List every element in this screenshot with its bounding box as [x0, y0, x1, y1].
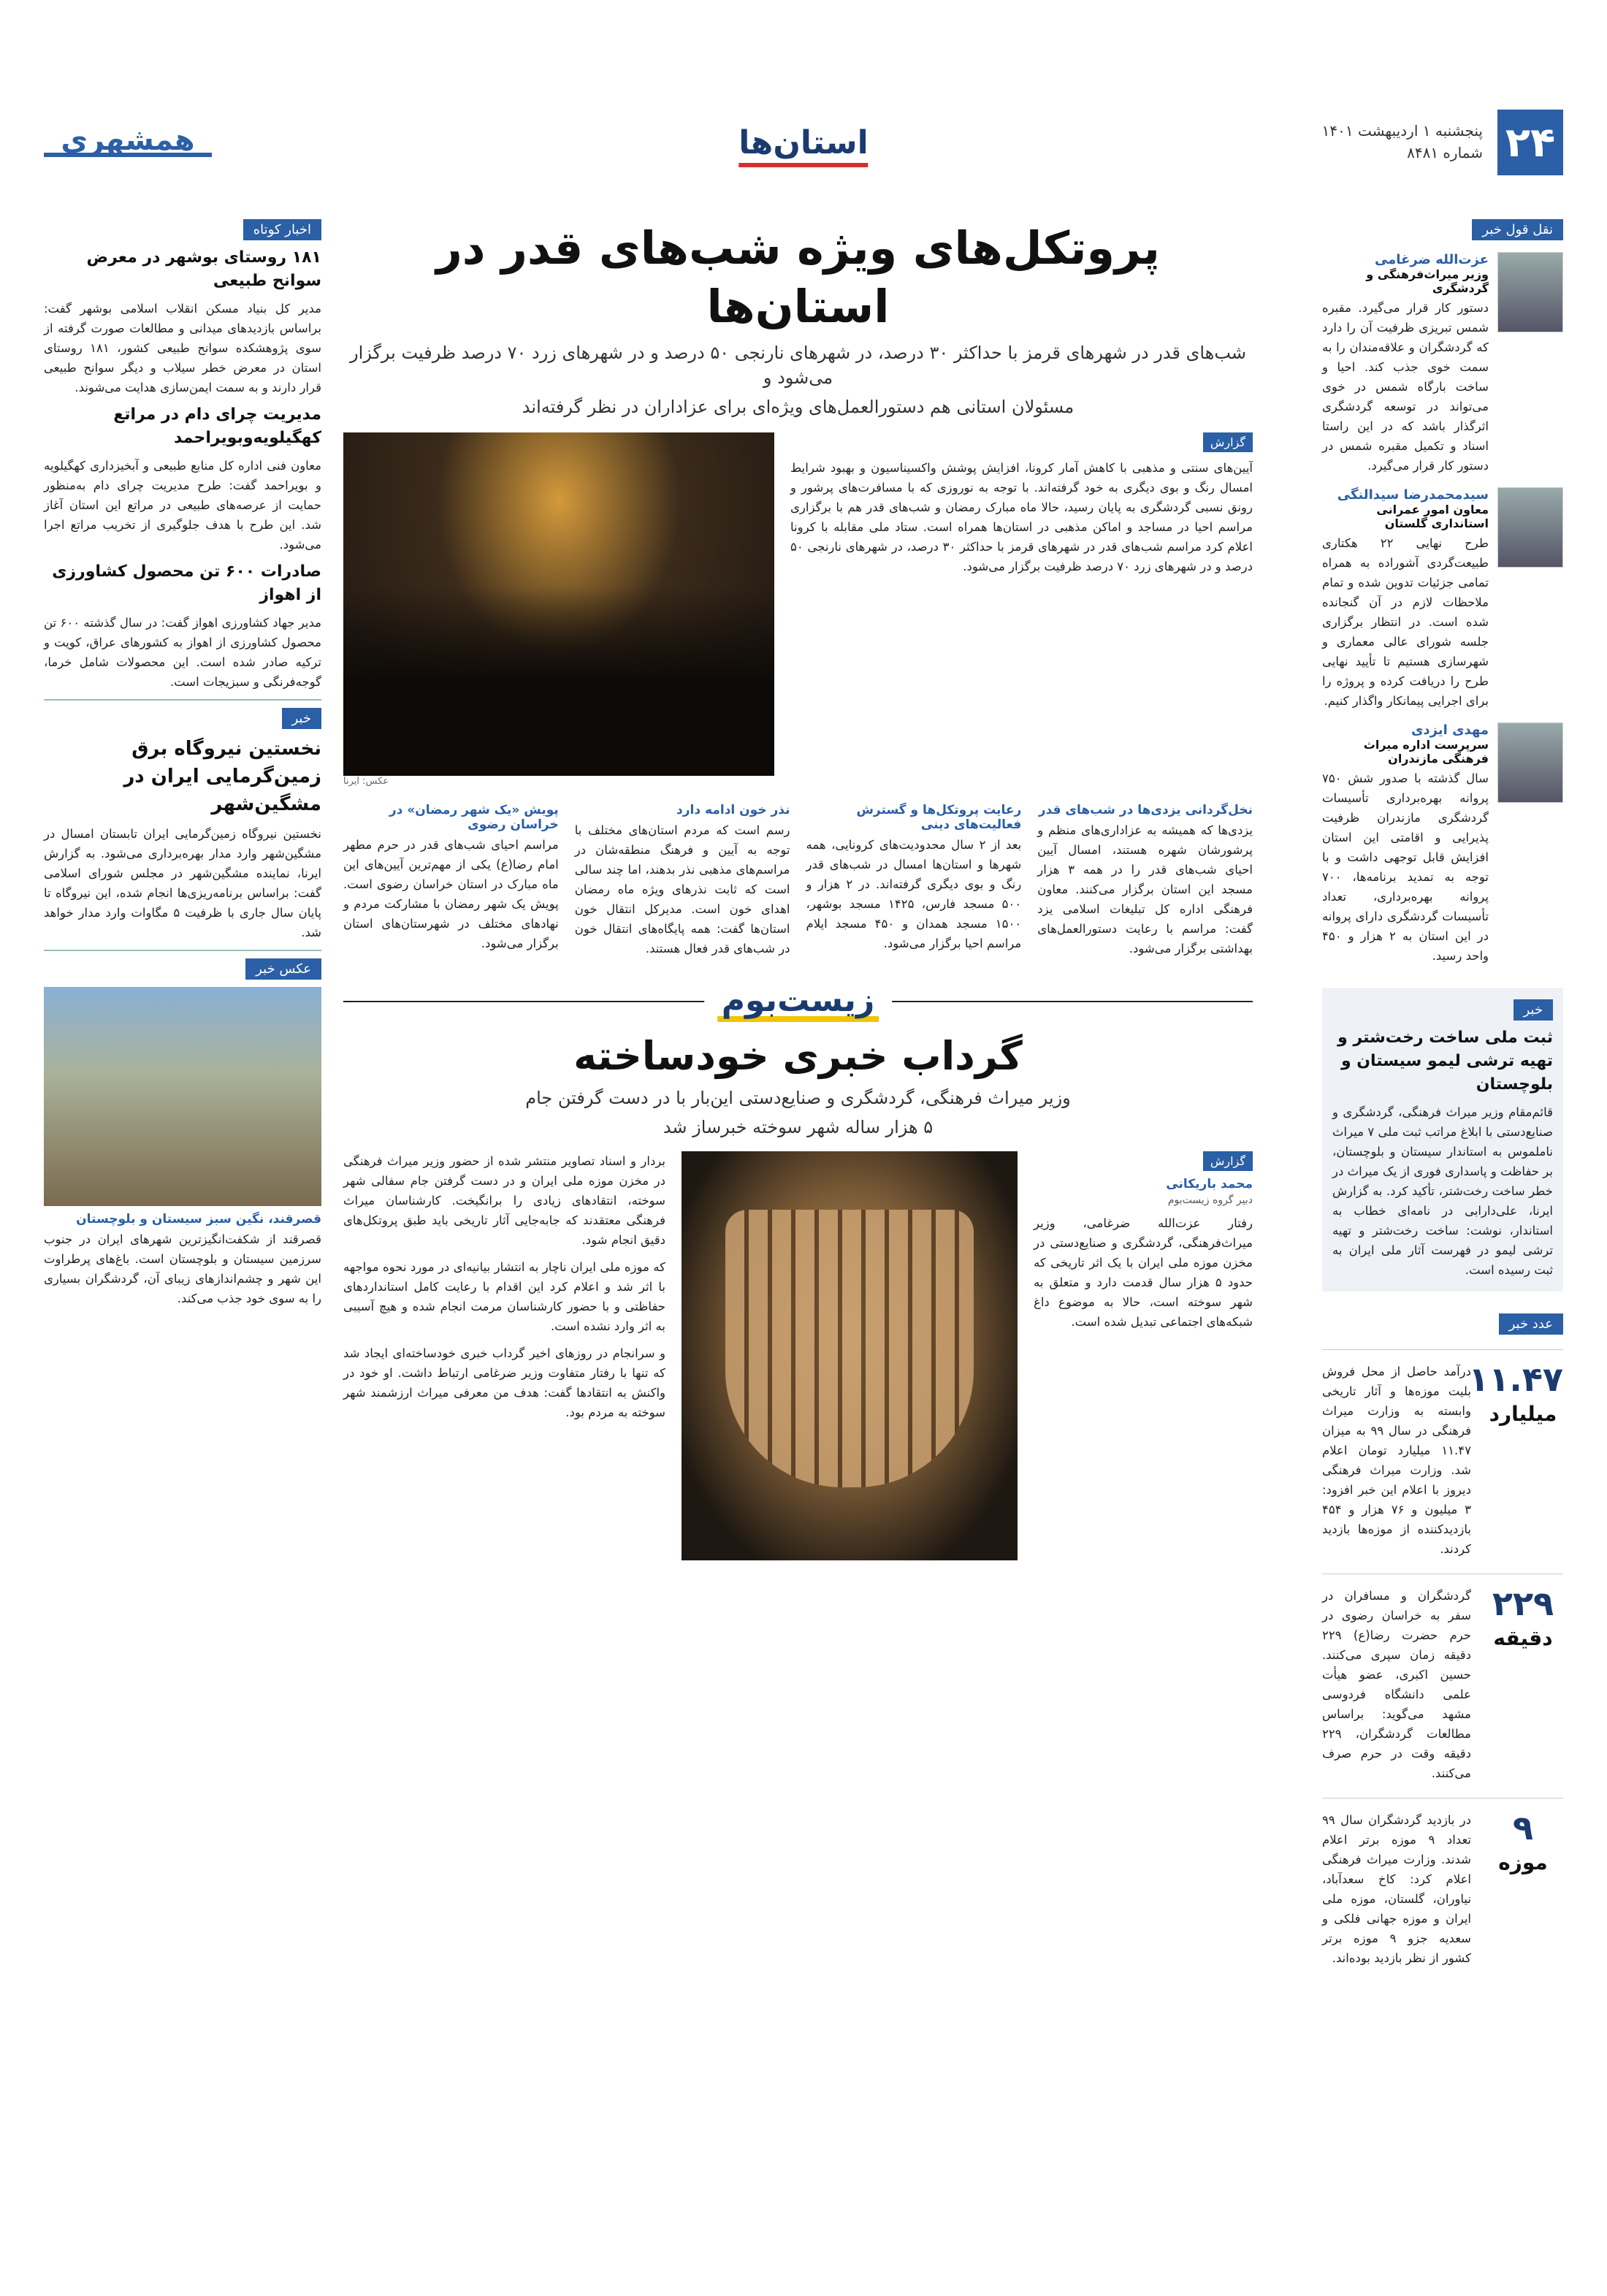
subsection	[806, 797, 1022, 958]
main-subheadline-2: مسئولان استانی هم دستورالعمل‌های ویژه‌ای برای عزاداران در نظر گرفته‌اند	[522, 397, 1074, 417]
left-news-text: نخستین نیروگاه زمین‌گرمایی ایران تابستان امسال در مشگین‌شهر وارد مدار بهره‌برداری می‌شود. به گزارش ایرنا، نماینده مشگین‌شهر در مجلس شورای اسلامی گفت: براساس برنامه‌ریزی‌ها انجام شده، این نیروگاه تا پایان سال جاری با ظرفیت ۵ مگاوات وارد مدار خواهد شد.	[44, 827, 321, 939]
qasr-qand-photo	[44, 987, 321, 1206]
zist-sub-1: وزیر میراث فرهنگی، گردشگری و صنایع‌دستی این‌بار با در دست گرفتن جام	[525, 1088, 1071, 1108]
stat-value: ۱۱.۴۷	[1468, 1359, 1563, 1399]
stat-row	[1322, 1798, 1563, 1968]
quote-item	[1322, 722, 1563, 966]
subsection-title: نخل‌گردانی یزدی‌ها در شب‌های قدر	[1038, 803, 1253, 817]
brief-text: معاون فنی اداره کل منابع طبیعی و آبخیزداری کهگیلویه و بویراحمد گفت: طرح مدیریت چرای دام به‌منظور حمایت از عرصه‌های طبیعی در مراتع این استان آغاز شد. این طرح با هدف جلوگیری از تخریب مراتع اجرا می‌شود.	[44, 459, 321, 552]
quote-role: وزیر میراث‌فرهنگی و گردشگری	[1366, 267, 1489, 295]
stat-unit: دقیقه	[1493, 1626, 1553, 1650]
photo-caption: قصرقند، نگین سبز سیستان و بلوچستان	[76, 1212, 321, 1227]
stats-tag: عدد خبر	[1499, 1313, 1563, 1335]
brief-text: مدیر کل بنیاد مسکن انقلاب اسلامی بوشهر گفت: براساس بازدیدهای میدانی و مطالعات صورت گرفته از سوی پژوهشکده سوانح طبیعی کشور، ۱۸۱ روستای استان در معرض خطر سیلاب و دیگر سوانح طبیعی قرار دارند و به سمت ایمن‌سازی هدایت می‌شوند.	[44, 302, 321, 394]
brief-item	[44, 560, 321, 692]
quote-name: عزت‌الله ضرغامی	[1374, 252, 1489, 267]
zist-paragraph-3: که موزه ملی ایران ناچار به انتشار بیانیه‌ای در مورد نحوه مواجهه با اثر شد و اعلام کرد این اقدام با رعایت کامل استانداردهای حفاظتی و با حضور کارشناسان مرمت انجام شده و هیچ آسیبی به اثر وارد نشده است.	[343, 1260, 665, 1333]
zist-text-block	[343, 1151, 665, 1560]
lead-text-block	[790, 419, 1253, 787]
main-column	[343, 219, 1253, 1560]
zist-author-block	[1034, 1151, 1253, 1560]
brand-logo-text: همشهری	[61, 123, 195, 157]
zist-paragraph-1: رفتار عزت‌الله ضرغامی، وزیر میراث‌فرهنگی، گردشگری و صنایع‌دستی در مخزن موزه ملی ایران با یک اثر تاریخی که حدود ۵ هزار سال قدمت دارد و متعلق به شهر سوخته است، حالا به موضوع داغ شبکه‌های اجتماعی تبدیل شده است.	[1034, 1216, 1253, 1329]
report-tag: گزارش	[1203, 432, 1253, 452]
subsection-title: نذر خون ادامه دارد	[676, 803, 790, 817]
stat-number	[1483, 1810, 1563, 1968]
masthead	[44, 110, 1563, 175]
right-news-box	[1322, 988, 1563, 1292]
brief-title: صادرات ۶۰۰ تن محصول کشاورزی از اهواز	[52, 562, 321, 604]
left-news-tag: خبر	[282, 708, 322, 729]
zist-banner	[343, 979, 1253, 1023]
brief-title: مدیریت چرای دام در مراتع کهگیلویه‌وبویراحمد	[113, 405, 321, 447]
photo-credit: عکس: ایرنا	[343, 776, 389, 787]
stat-unit: میلیارد	[1489, 1402, 1557, 1426]
stat-unit: موزه	[1498, 1850, 1548, 1874]
zist-report-tag: گزارش	[1203, 1151, 1253, 1171]
stat-number	[1468, 1359, 1563, 1559]
quotes-tag: نقل قول خبر	[1472, 219, 1563, 240]
subsections-grid	[343, 797, 1253, 958]
left-divider	[44, 699, 321, 701]
quote-item	[1322, 252, 1563, 476]
brief-item	[44, 403, 321, 554]
main-headline: پروتکل‌های ویژه شب‌های قدر در استان‌ها	[436, 221, 1160, 333]
briefs-list	[44, 246, 321, 692]
subsection-text: رسم است که مردم استان‌های مختلف با توجه به آیین و فرهنگ منطقه‌شان در مراسم‌های مذهبی نذر بدهند، اما چند سالی است که ثابت نذرهای ویژه ماه رمضان اهدای خون است. مدیرکل انتقال خون استان‌ها گفت: همه پایگاه‌های انتقال خون در شب‌های قدر فعال هستند.	[574, 823, 790, 956]
quote-name: سیدمحمدرضا سیدالنگی	[1337, 487, 1489, 503]
date-line: پنجشنبه ۱ اردیبهشت ۱۴۰۱	[1321, 122, 1483, 140]
quote-content	[1322, 722, 1489, 966]
zist-sub-2: ۵ هزار ساله شهر سوخته خبرساز شد	[663, 1117, 934, 1137]
zist-headline: گرداب خبری خودساخته	[573, 1033, 1023, 1079]
quote-text: سال گذشته با صدور شش ۷۵۰ پروانه بهره‌برداری تأسیسات گردشگری مازندران ظرفیت پذیرایی و اقامتی این استان افزایش قابل توجهی داشت و با توجه به تمدید برنامه‌ها، ۷۰۰ پروانه بهره‌برداری، تعداد تأسیسات گردشگری دارای پروانه در این استان به ۲ هزار و ۴۵۰ واحد رسید.	[1322, 771, 1489, 963]
left-divider-2	[44, 950, 321, 951]
stat-text: در بازدید گردشگران سال ۹۹ تعداد ۹ موزه برتر اعلام شدند. وزارت میراث فرهنگی اعلام کرد: کاخ سعدآباد، نیاوران، گلستان، موزه ملی ایران و موزه جهانی فلکی و سعدیه جزو ۹ موزه برتر کشور از نظر بازدید بوده‌اند.	[1322, 1813, 1472, 1965]
main-subheadline-1: شب‌های قدر در شهرهای قرمز با حداکثر ۳۰ درصد، در شهرهای نارنجی ۵۰ درصد و در شهرهای زرد ۷۰ درصد ظرفیت برگزار می‌شود و	[349, 343, 1247, 388]
briefs-tag: اخبار کوتاه	[243, 219, 321, 240]
quote-portrait	[1497, 722, 1563, 803]
lead-photo-wrap	[343, 419, 774, 787]
stat-row	[1322, 1349, 1563, 1559]
brand-logo	[44, 115, 212, 171]
page-number: ۲۴	[1497, 110, 1563, 175]
quote-text: دستور کار قرار می‌گیرد. مقبره شمس تبریزی ظرفیت آن را دارد که گردشگران و علاقه‌مندان را به سمت خوی جذب کند. احیا و ساخت بارگاه شمس در خوی می‌تواند در توسعه گردشگری اثرگذار باشد که در این راستا اسناد و تکمیل مقبره شمس در دستور کار قرار می‌گیرد.	[1322, 301, 1489, 473]
quote-name: مهدی ایزدی	[1411, 722, 1489, 738]
quote-item	[1322, 487, 1563, 711]
right-column	[1322, 219, 1563, 1968]
zist-banner-label: زیست‌بوم	[704, 982, 893, 1019]
stat-value: ۲۲۹	[1492, 1584, 1554, 1623]
quote-portrait	[1497, 487, 1563, 568]
quote-content	[1322, 252, 1489, 476]
shahr-sookhte-bowl-photo	[682, 1151, 1018, 1560]
stat-row	[1322, 1574, 1563, 1783]
zist-paragraph-4: و سرانجام در روزهای اخیر گرداب خبری خودساخته‌ای ایجاد شد که تنها با رفتار متفاوت وزیر ضرغامی ارتباط داشت. او خود در واکنش به انتقادها گفت: هدف من معرفی میراث ارزشمند شهر سوخته به مردم بود.	[343, 1346, 665, 1419]
right-news-tag: خبر	[1514, 999, 1554, 1021]
quotes-list	[1322, 252, 1563, 966]
lead-text: آیین‌های سنتی و مذهبی با کاهش آمار کرونا، افزایش پوشش واکسیناسیون و بهبود شرایط امسال رنگ و بوی دیگری به خود گرفته‌اند. با توجه به نوروزی که با مسافرت‌های پرشور و رونق نسبی گردشگری به پایان رسید، حالا ماه مبارک رمضان و شب‌های قدر هم با برگزاری مراسم احیا در مساجد و اماکن مذهبی در استان‌ها همراه است. ستاد ملی مقابله با کرونا اعلام کرد مراسم شب‌های قدر در شهرهای قرمز با حداکثر ۳۰ درصد، در شهرهای نارنجی ۵۰ درصد و در شهرهای زرد ۷۰ درصد ظرفیت برگزار می‌شود.	[790, 461, 1253, 573]
stat-text: گردشگران و مسافران در سفر به خراسان رضوی در حرم حضرت رضا(ع) ۲۲۹ دقیقه زمان سپری می‌کنند. حسین اکبری، عضو هیأت علمی دانشگاه فردوسی مشهد می‌گوید: براساس مطالعات گردشگران، ۲۲۹ دقیقه وقت در حرم صرف می‌کنند.	[1322, 1589, 1471, 1780]
subsection-title: رعایت پروتکل‌ها و گسترش فعالیت‌های دینی	[856, 803, 1022, 832]
subsection	[575, 797, 790, 958]
stat-number	[1483, 1586, 1563, 1783]
right-news-text: قائم‌مقام وزیر میراث فرهنگی، گردشگری و صنایع‌دستی با ابلاغ مراتب ثبت ملی ۷ میراث ناملموس به استاندار سیستان و بلوچستان، بر حفاظت و پاسداری فوری از یک میراث در خطر ساخت رخت‌شتر، تأکید کرد. به گزارش ایرنا، علی‌دارابی در نامه‌ای خطاب به استاندار، نوشت: ساخت رخت‌شتر و تهیه ترشی لیمو در فهرست آثار ملی ایران به ثبت رسیده است.	[1332, 1105, 1553, 1277]
quote-portrait	[1497, 252, 1563, 332]
zist-paragraph-2: بردار و اسناد تصاویر منتشر شده از حضور وزیر میراث فرهنگی در مخزن موزه ملی ایران و در دست گرفتن جام سفالی شهر سوخته، انتقادهای زیادی را برانگیخت. کارشناسان میراث فرهنگی معتقدند که جابه‌جایی آثار تاریخی باید طبق پروتکل‌های دقیق انجام شود.	[343, 1154, 665, 1247]
brief-text: مدیر جهاد کشاورزی اهواز گفت: در سال گذشته ۶۰۰ تن محصول کشاورزی از اهواز به کشورهای عراق، کویت و ترکیه صادر شده است. این محصولات شامل خرما، گوجه‌فرنگی و سبزیجات است.	[44, 616, 321, 689]
zist-author: محمد باریکانی	[1166, 1177, 1253, 1191]
subsection-text: یزدی‌ها که همیشه به عزاداری‌های منظم و پرشورشان شهره هستند، امسال آیین احیای شب‌های قدر را در همه ۳ هزار مسجد این استان برگزار می‌کنند. معاون فرهنگی اداره کل تبلیغات اسلامی یزد گفت: مراسم با رعایت دستورالعمل‌های بهداشتی برگزار می‌شود.	[1037, 823, 1253, 956]
quote-content	[1322, 487, 1489, 711]
left-news-headline: نخستین نیروگاه برق زمین‌گرمایی ایران در مشگین‌شهر	[123, 738, 321, 815]
left-column	[44, 219, 321, 1308]
subsection-title: پویش «یک شهر رمضان» در خراسان رضوی	[389, 803, 559, 832]
quote-role: معاون امور عمرانی استانداری گلستان	[1376, 503, 1489, 530]
right-news-headline: ثبت ملی ساخت رخت‌شتر و تهیه ترشی لیمو سیستان و بلوچستان	[1337, 1029, 1553, 1094]
brief-item	[44, 246, 321, 397]
zist-row	[343, 1151, 1253, 1560]
lead-row	[343, 419, 1253, 787]
subsection-text: مراسم احیای شب‌های قدر در حرم مطهر امام رضا(ع) یکی از مهم‌ترین آیین‌های این ماه مبارک در استان خراسان رضوی است. پویش یک شهر رمضان با مشارکت مردم و نهادهای مختلف در شهرستان‌های استان برگزار می‌شود.	[343, 838, 559, 950]
photo-news-tag: عکس خبر	[245, 958, 321, 980]
stats-list	[1322, 1349, 1563, 1968]
shab-ghadr-photo	[343, 432, 774, 776]
photo-text: قصرقند از شکفت‌انگیزترین شهرهای ایران در جنوب سرزمین سیستان و بلوچستان است. باغ‌های پرطراوت این شهر و چشم‌اندازهای زیبای آن، گردشگران بسیاری را به سوی خود جذب می‌کند.	[44, 1232, 321, 1305]
subsection	[1037, 797, 1253, 958]
quote-role: سرپرست اداره میراث فرهنگی مازندران	[1363, 738, 1489, 766]
section-label: استان‌ها	[738, 124, 869, 161]
subsection-text: بعد از ۲ سال محدودیت‌های کرونایی، همه شهرها و استان‌ها امسال در شب‌های قدر رنگ و بوی دیگری گرفته‌اند. در ۲ هزار و ۵۰۰ مسجد فارس، ۱۴۲۵ مسجد بوشهر، ۱۵۰۰ مسجد همدان و ۴۵۰ مسجد ایلام مراسم احیا برگزار می‌شود.	[806, 838, 1022, 950]
stat-text: درآمد حاصل از محل فروش بلیت موزه‌ها و آثار تاریخی وابسته به وزارت میراث فرهنگی در سال ۹۹ به میزان ۱۱.۴۷ میلیارد تومان اعلام شد. وزارت میراث فرهنگی دیروز با اعلام این خبر افزود: ۳ میلیون و ۷۶ هزار و ۴۵۴ بازدیدکننده از موزه‌ها بازدید کردند.	[1322, 1365, 1471, 1556]
brand-logo-mark	[44, 118, 212, 169]
dateline	[1322, 120, 1483, 164]
subsection	[343, 797, 559, 958]
stats-section	[1322, 1313, 1563, 1968]
brief-title: ۱۸۱ روستای بوشهر در معرض سوانح طبیعی	[86, 248, 321, 290]
quote-text: طرح نهایی ۲۲ هکتاری طبیعت‌گردی آشوراده به همراه تمامی جزئیات تدوین شده و تمام ملاحظات لازم در آن گنجانده شده است. در انتظار برگزاری جلسه شورای عالی معماری و شهرسازی هستیم تا تأیید نهایی طرح را دریافت کرده و پروژه را برای اجرایی پیمانکار واگذار کنیم.	[1322, 536, 1489, 708]
stat-value: ۹	[1512, 1808, 1534, 1847]
zist-author-role: دبیر گروه زیست‌بوم	[1167, 1194, 1253, 1206]
issue-line: شماره ۸۴۸۱	[1407, 144, 1483, 161]
